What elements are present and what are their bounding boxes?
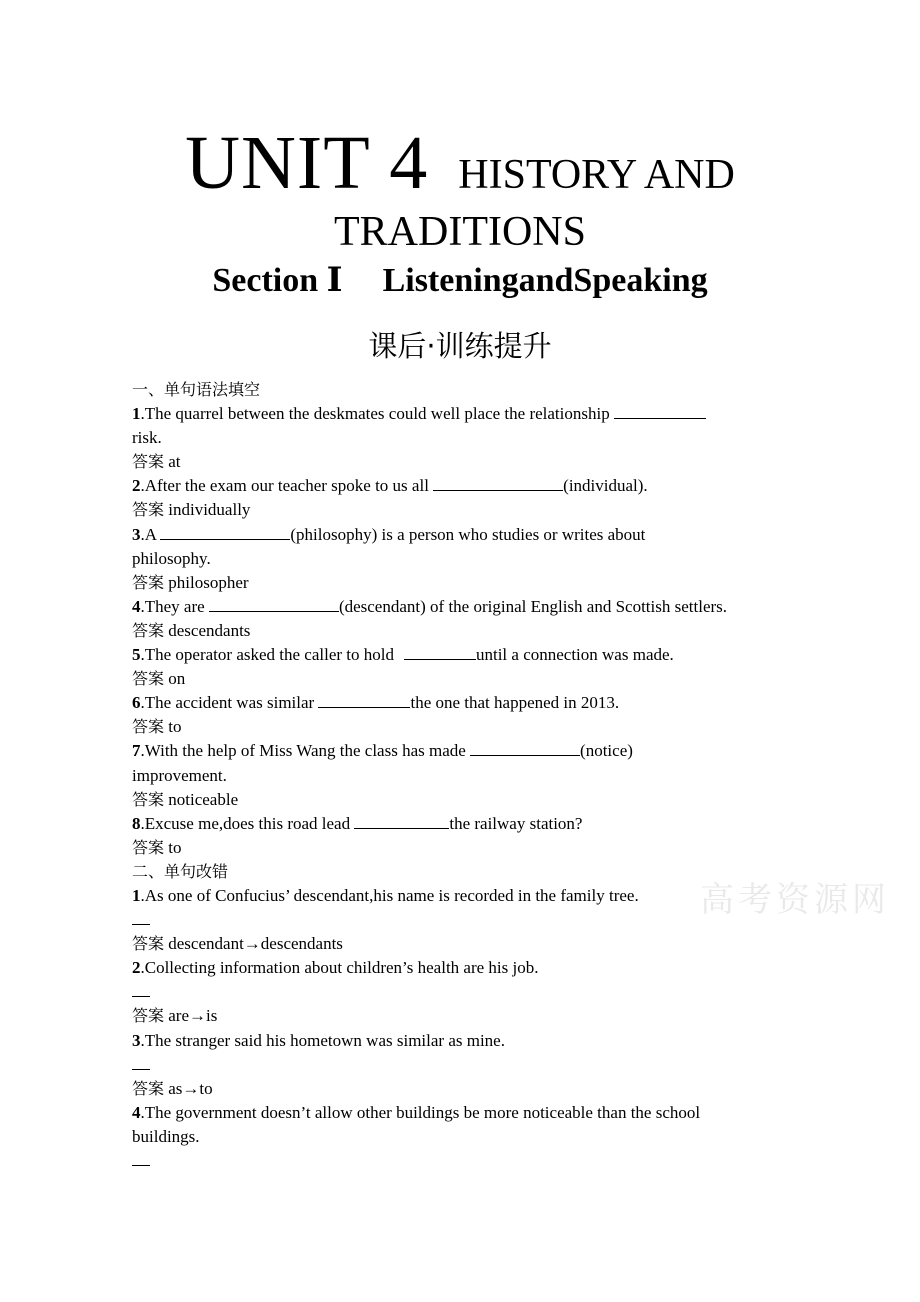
correction-blank[interactable] [132,1151,150,1166]
answer-label: 答案 [132,1078,165,1098]
page-subtitle: 课后·训练提升 [368,329,552,363]
answer-label: 答案 [132,620,165,640]
part2-list [132,884,782,1173]
answer-value: descendants [168,620,251,640]
correction-blank-line [132,1053,782,1077]
answer-label: 答案 [132,934,165,954]
answer-label: 答案 [132,789,165,809]
question-number: 3 [132,524,141,544]
question-text-after: until a connection was made. [475,645,674,665]
answer-blank[interactable] [160,525,290,540]
answer-line [132,932,782,956]
question-text: .After the exam our teacher spoke to us all [140,476,429,496]
question-line [132,812,782,836]
question-text-after: (philosophy) is a person who studies or writes about [290,524,646,544]
answer-label: 答案 [132,500,165,520]
answer-value: individually [168,500,251,520]
answer-value: descendant→descendants [168,934,343,954]
unit-topic-part1: HISTORY AND [458,152,735,198]
question-line [132,691,782,715]
question-number: 7 [132,741,141,761]
question-number: 5 [132,645,141,665]
answer-value: to [168,837,182,857]
question-number: 6 [132,693,141,713]
correction-blank[interactable] [132,1055,150,1070]
answer-line [132,450,782,474]
question-number: 2 [132,476,141,496]
question-number: 4 [132,596,141,616]
answer-line [132,1004,782,1028]
exercise-body [132,378,782,1173]
answer-blank[interactable] [209,597,339,612]
question-line [132,643,782,667]
answer-blank[interactable] [470,741,580,756]
answer-label: 答案 [132,669,165,689]
answer-line [132,498,782,522]
question-text: .The quarrel between the deskmates could well place the relationship [140,404,610,424]
question-number: 8 [132,813,141,833]
question-line [132,523,782,547]
answer-blank[interactable] [614,404,706,419]
answer-line [132,619,782,643]
answer-value: philosopher [168,572,249,592]
question-text: .As one of Confucius’ descendant,his name is recorded in the family tree. [140,885,639,905]
watermark: 高考资源网 [700,880,890,920]
answer-label: 答案 [132,452,165,472]
answer-line [132,667,782,691]
question-continuation: philosophy. [132,548,211,568]
question-continuation: risk. [132,428,162,448]
question-text: .Excuse me,does this road lead [140,813,351,833]
question-line [132,474,782,498]
question-text: .The government doesn’t allow other buildings be more noticeable than the school [140,1102,701,1122]
section-name: ListeningandSpeaking [382,262,708,299]
answer-label: 答案 [132,837,165,857]
answer-blank[interactable] [318,693,410,708]
question-text: .The stranger said his hometown was similar as mine. [140,1030,505,1050]
answer-value: are→is [168,1006,218,1026]
correction-blank[interactable] [132,982,150,997]
unit-number: UNIT 4 [185,121,429,205]
answer-line [132,788,782,812]
question-line [132,739,782,763]
question-text: .Collecting information about children’s health are his job. [140,958,539,978]
question-text: .With the help of Miss Wang the class has made [140,741,466,761]
correction-blank-line [132,980,782,1004]
answer-blank[interactable] [354,814,449,829]
answer-value: at [168,452,181,472]
part2-heading: 二、单句改错 [132,861,229,881]
question-line [132,402,782,426]
question-number: 1 [132,885,141,905]
answer-label: 答案 [132,572,165,592]
question-text-after: (descendant) of the original English and Scottish settlers. [338,596,728,616]
part1-list [132,402,782,860]
correction-blank-line [132,908,782,932]
answer-value: noticeable [168,789,239,809]
question-number: 1 [132,404,141,424]
answer-line [132,836,782,860]
answer-value: on [168,669,186,689]
answer-line [132,1077,782,1101]
question-text: .A [140,524,157,544]
correction-blank[interactable] [132,910,150,925]
question-number: 2 [132,958,141,978]
question-number: 4 [132,1102,141,1122]
section-label: Section Ⅰ [212,262,343,299]
question-text-after: the railway station? [449,813,583,833]
question-number: 3 [132,1030,141,1050]
correction-line [132,956,782,980]
answer-line [132,715,782,739]
answer-label: 答案 [132,1006,165,1026]
answer-line [132,571,782,595]
question-continuation: buildings. [132,1126,200,1146]
question-line [132,595,782,619]
answer-blank[interactable] [404,645,476,660]
answer-value: as→to [168,1078,213,1098]
question-continuation: improvement. [132,765,227,785]
question-text: .The accident was similar [140,693,315,713]
part1-heading: 一、单句语法填空 [132,380,261,399]
correction-line [132,1029,782,1053]
correction-line [132,1101,782,1125]
question-text: .They are [140,596,205,616]
section-title [0,260,920,300]
correction-line [132,884,782,908]
answer-value: to [168,717,182,737]
question-text-after: the one that happened in 2013. [410,693,620,713]
unit-topic-part2: TRADITIONS [334,209,586,255]
unit-title [0,120,920,207]
question-text: .The operator asked the caller to hold [140,645,394,665]
answer-blank[interactable] [433,476,563,491]
answer-label: 答案 [132,717,165,737]
correction-blank-line [132,1149,782,1173]
question-text-after: (notice) [580,741,633,761]
question-text-after: (individual). [563,476,648,496]
